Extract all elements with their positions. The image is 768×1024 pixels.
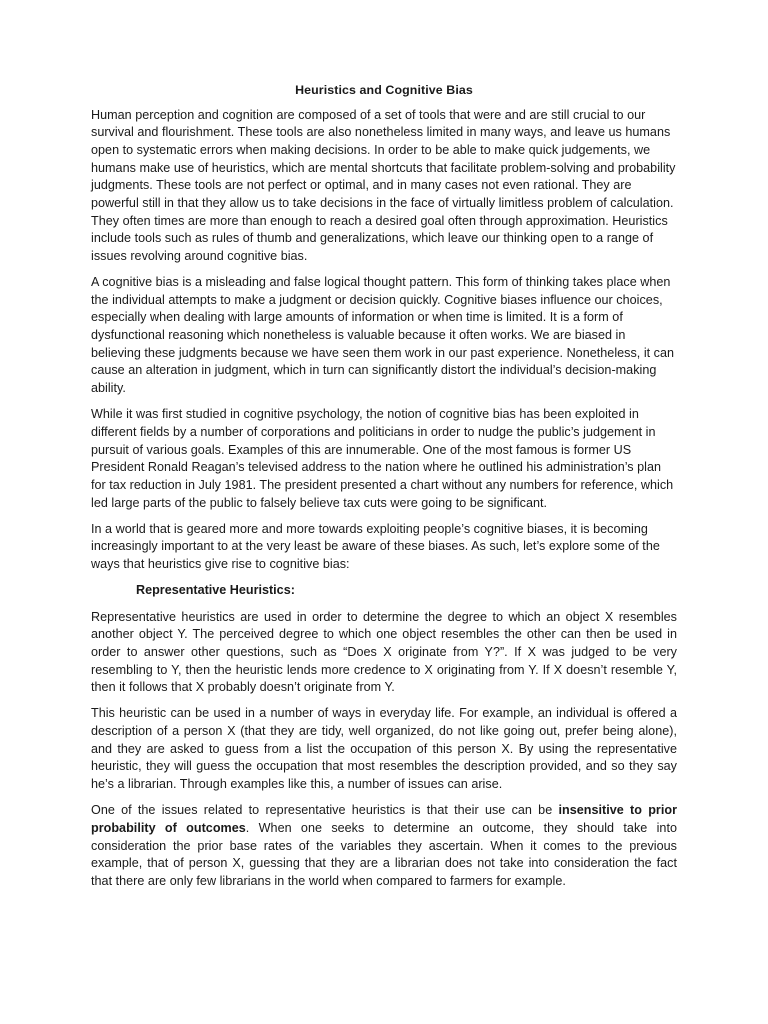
prior-probability-text-end: . When one seeks to determine an outcome, they should take into consideration the prior base rates of the variables they ascertain. When it comes to the previous example, that of person X, guessing that they are a librarian does not take into consideration the fact that there are only few librarians in the world when compared to farmers for example.: [91, 820, 677, 888]
paragraph-everyday-example: This heuristic can be used in a number of ways in everyday life. For example, an individual is offered a description of a person X (that they are tidy, well organized, do not like going out, prefer being alone), and they are asked to guess from a list the occupation of this person X. By using the representative heuristic, they will guess the occupation that most resembles the description provided, and so they say he’s a librarian. Through examples like this, a number of issues can arise.: [91, 706, 677, 792]
paragraph-intro: Human perception and cognition are composed of a set of tools that were and are still crucial to our survival and flourishment. These tools are also nonetheless limited in many ways, and leave us humans open to systematic errors when making decisions. In order to be able to make quick judgements, we humans make use of heuristics, which are mental shortcuts that facilitate problem-solving and probability judgments. These tools are not perfect or optimal, and in many cases not even rational. They are powerful still in that they allow us to take decisions in the face of virtually limitless problem of calculation. They often times are more than enough to reach a desired goal often through approximation. Heuristics include tools such as rules of thumb and generalizations, which leave our thinking open to a range of issues revolving around cognitive bias.: [91, 107, 676, 263]
paragraph-prior-probability: [91, 802, 677, 890]
prior-probability-emphasis: insensitive to prior probability of outcomes: [91, 803, 677, 835]
paragraph-awareness: In a world that is geared more and more towards exploiting people’s cognitive biases, it is becoming increasingly important to at the very least be aware of these biases. As such, let’s explore some of the ways that heuristics give rise to cognitive bias:: [91, 521, 660, 572]
paragraph-cognitive-bias-exploitation: While it was first studied in cognitive psychology, the notion of cognitive bias has been exploited in different fields by a number of corporations and politicians in order to nudge the public’s judgement in pursuit of various goals. Examples of this are innumerable. One of the most famous is former US President Ronald Reagan’s televised address to the nation where he outlined his administration’s plan for tax reduction in July 1981. The president presented a chart without any numbers for reference, which led large parts of the public to falsely believe tax cuts were going to be significant.: [91, 407, 674, 510]
document-title: Heuristics and Cognitive Bias: [295, 83, 473, 97]
document-page: [91, 82, 677, 899]
section-heading-representative-heuristics: Representative Heuristics:: [136, 583, 295, 598]
paragraph-cognitive-bias-definition: A cognitive bias is a misleading and false logical thought pattern. This form of thinking takes place when the individual attempts to make a judgment or decision quickly. Cognitive biases influence our choices, especially when dealing with large amounts of information or when time is limited. It is a form of dysfunctional reasoning which nonetheless is valuable because it often works. We are biased in believing these judgments because we have seen them work in our past experience. Nonetheless, it can cause an alteration in judgment, which in turn can significantly distort the individual’s decision-making ability.: [91, 275, 675, 396]
paragraph-representative-heuristics: Representative heuristics are used in order to determine the degree to which an object X resembles another object Y. The perceived degree to which one object resembles the other can then be used in order to answer other questions, such as “Does X originate from Y?”. If X was judged to be very resembling to Y, then the heuristic lends more credence to X originating from Y. If X doesn’t resemble Y, then it follows that X probably doesn’t originate from Y.: [91, 609, 677, 695]
prior-probability-text-start: One of the issues related to representative heuristics is that their use can be: [91, 803, 559, 818]
